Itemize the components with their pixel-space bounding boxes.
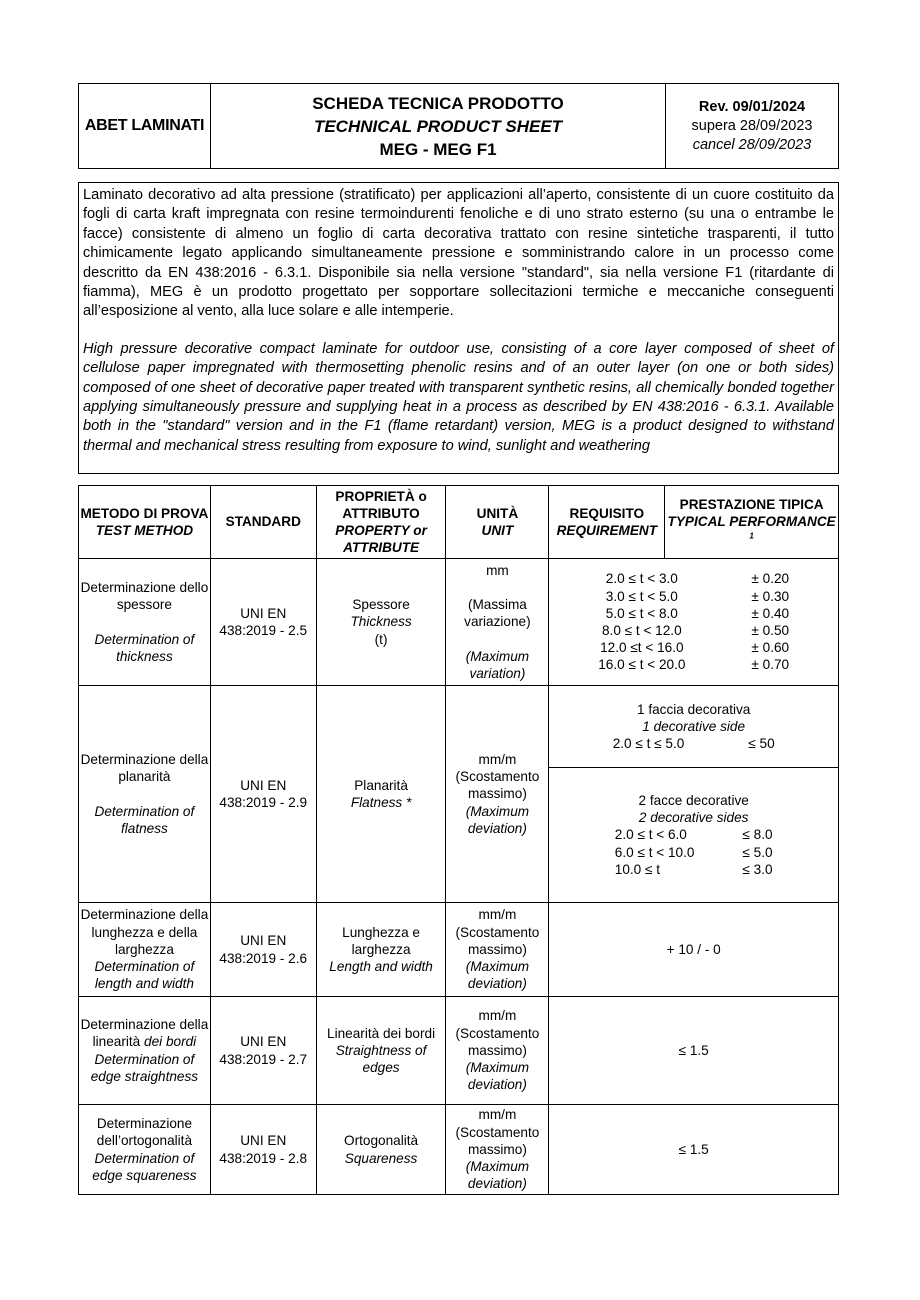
table-row-length-width: [79, 903, 839, 997]
edge-straightness-unit: mm/m (Scostamento massimo) (Maximum deviation): [446, 997, 549, 1105]
thickness-tolerances: ± 0.20 ± 0.30 ± 0.40 ± 0.50 ± 0.60 ± 0.70: [751, 571, 790, 673]
header-standard: STANDARD: [210, 486, 316, 559]
thickness-requirements: [549, 559, 839, 686]
flatness-standard: UNI EN 438:2019 - 2.9: [210, 686, 316, 903]
thickness-standard: UNI EN 438:2019 - 2.5: [210, 559, 316, 686]
table-row-edge-straightness: [79, 997, 839, 1105]
table-header-row: [79, 486, 839, 559]
title-cell: [211, 84, 666, 168]
thickness-ranges: 2.0 ≤ t < 3.0 3.0 ≤ t < 5.0 5.0 ≤ t < 8.0 8.0 ≤ t < 12.0 12.0 ≤t < 16.0 16.0 ≤ t < 20.0: [598, 571, 686, 673]
flatness-method: Determinazione della planarità Determination of flatness: [79, 686, 211, 903]
squareness-unit: mm/m (Scostamento massimo) (Maximum deviation): [446, 1105, 549, 1195]
logo-cell: [79, 84, 211, 168]
squareness-property: Ortogonalità Squareness: [316, 1105, 446, 1195]
thickness-unit: mm (Massima variazione) (Maximum variation): [446, 559, 549, 686]
length-width-unit: mm/m (Scostamento massimo) (Maximum deviation): [446, 903, 549, 997]
supersedes-italian: supera 28/09/2023: [691, 117, 813, 134]
flatness-two-sides: 2 facce decorative 2 decorative sides 2.0 ≤ t < 6.0 ≤ 8.0 6.0 ≤ t < 10.0 ≤ 5.0 10.0 ≤ t ≤ 3.0: [549, 768, 839, 903]
description-english: High pressure decorative compact laminate for outdoor use, consisting of a core layer composed of sheet of cellulose paper impregnated with thermosetting phenolic resins and of an outer layer (on one or both sides) composed of one sheet of decorative paper treated with transparent synthetic resins, all chemically bonded together applying simultaneously pressure and supplying heat in a process as described by EN 438:2016 - 6.3.1. Available both in the "standard" version and in the F1 (flame retardant) version, MEG is a product designed to withstand thermal and mechanical stress resulting from exposure to wind, sunlight and weathering: [83, 340, 834, 454]
title-english: TECHNICAL PRODUCT SHEET: [313, 116, 563, 136]
length-width-method: Determinazione della lunghezza e della larghezza Determination of length and width: [79, 903, 211, 997]
squareness-value: ≤ 1.5: [549, 1105, 839, 1195]
thickness-method: Determinazione dello spessore Determination of thickness: [79, 559, 211, 686]
table-row-thickness: [79, 559, 839, 686]
flatness-unit: mm/m (Scostamento massimo) (Maximum deviation): [446, 686, 549, 903]
length-width-value: + 10 / - 0: [549, 903, 839, 997]
header-property: PROPRIETÀ o ATTRIBUTO PROPERTY or ATTRIBUTE: [316, 486, 446, 559]
header-method: METODO DI PROVA TEST METHOD: [79, 486, 211, 559]
spec-table: [78, 485, 839, 1195]
header-performance: PRESTAZIONE TIPICA TYPICAL PERFORMANCE $^1$: [665, 486, 839, 559]
product-description: [78, 182, 839, 474]
product-name: MEG - MEG F1: [379, 139, 497, 159]
edge-straightness-method: Determinazione della linearità dei bordi Determination of edge straightness: [79, 997, 211, 1105]
squareness-method: Determinazione dell’ortogonalità Determination of edge squareness: [79, 1105, 211, 1195]
squareness-standard: UNI EN 438:2019 - 2.8: [210, 1105, 316, 1195]
description-italian: Laminato decorativo ad alta pressione (stratificato) per applicazioni all’aperto, consistente di un cuore costituito da fogli di carta kraft impregnata con resine termoindurenti fenoliche e di uno strato esterno (su una o entrambe le facce) consistente di almeno un foglio di carta decorativa trattato con resine sintetiche trasparenti, il tutto chimicamente legato applicando simultaneamente pressione e somministrando calore in un processo come descritto da EN 438:2016 - 6.3.1. Disponibile sia nella versione "standard", sia nella versione F1 (ritardante di fiamma), MEG è un prodotto progettato per sopportare sollecitazioni termiche e meccaniche conseguenti all’esposizione al vento, alla luce solare e alle intemperie.: [83, 187, 834, 320]
edge-straightness-standard: UNI EN 438:2019 - 2.7: [210, 997, 316, 1105]
header-requirement: REQUISITO REQUIREMENT: [549, 486, 665, 559]
table-row-squareness: [79, 1105, 839, 1195]
revision-cell: [666, 84, 839, 168]
company-logo: ABET LAMINATI: [84, 117, 205, 134]
length-width-standard: UNI EN 438:2019 - 2.6: [210, 903, 316, 997]
edge-straightness-property: Linearità dei bordi Straightness of edges: [316, 997, 446, 1105]
thickness-property: Spessore Thickness (t): [316, 559, 446, 686]
revision-date: Rev. 09/01/2024: [698, 98, 806, 115]
supersedes-english: cancel 28/09/2023: [692, 136, 812, 153]
edge-straightness-value: ≤ 1.5: [549, 997, 839, 1105]
header-unit: UNITÀ UNIT: [446, 486, 549, 559]
title-italian: SCHEDA TECNICA PRODOTTO: [312, 93, 564, 113]
document-header: [78, 83, 839, 169]
flatness-property: Planarità Flatness *: [316, 686, 446, 903]
flatness-one-side: 1 faccia decorativa 1 decorative side 2.0 ≤ t ≤ 5.0 ≤ 50: [549, 686, 839, 768]
table-row-flatness: [79, 686, 839, 768]
length-width-property: Lunghezza e larghezza Length and width: [316, 903, 446, 997]
